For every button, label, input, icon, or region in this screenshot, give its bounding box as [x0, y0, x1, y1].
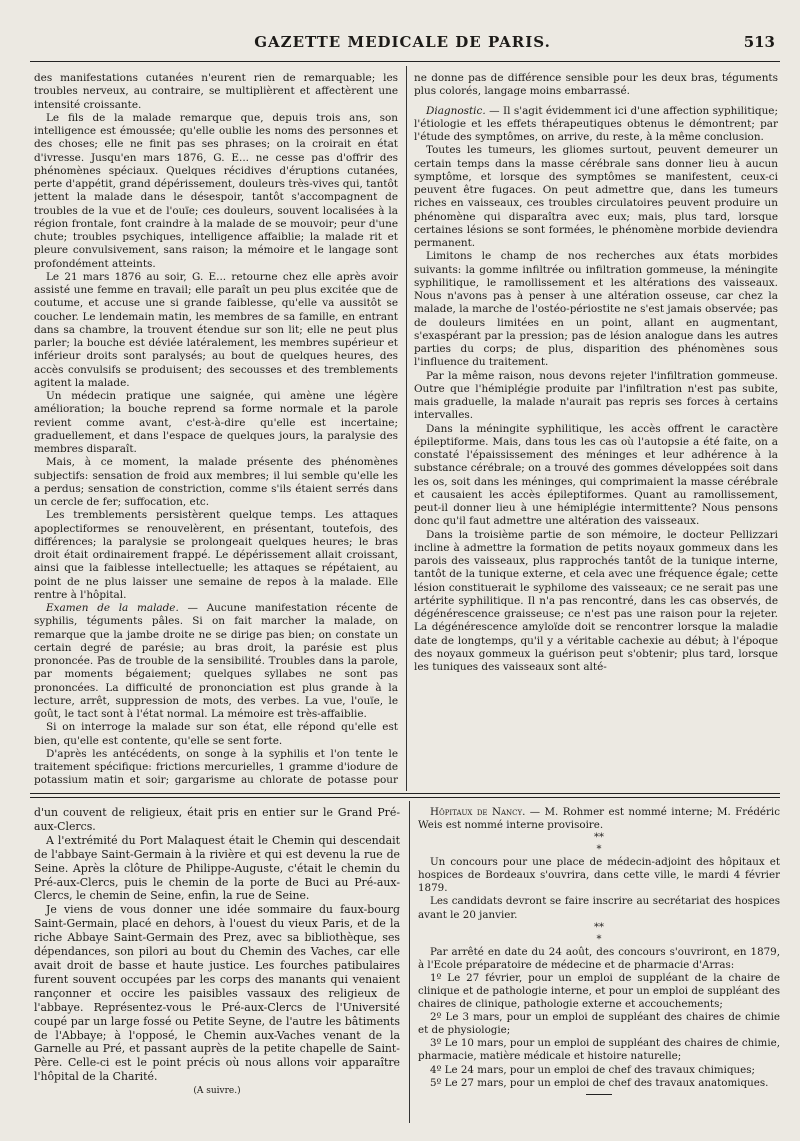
- paragraph: [34, 602, 398, 721]
- paragraph: [414, 105, 778, 145]
- column-divider: [409, 801, 410, 1123]
- feuilleton-column: [34, 806, 400, 1131]
- asterism-separator: ** *: [594, 832, 604, 856]
- paragraph: Un médecin pratique une saignée, qui amène une légère amélioration; la bouche reprend sa forme normale et la parole revient comme avant, c'est-à-dire qu'elle est incertaine; graduellement, et dans l'espace de quelques jours, la paralysie des membres disparaît.: [34, 390, 398, 455]
- paragraph: Je viens de vous donner une idée sommaire du faux-bourg Saint-Germain, placé en dehors, à l'ouest du vieux Paris, et de la riche Abbaye Saint-Germain des Prez, avec sa bibliothèque, ses dépendances, son pilori au bout du Chemin des Vaches, car elle avait droit de basse et haute justice. Les fourches patibulaires furent souvent occupées par les corps des manants qui venaient rançonner et occire les paisibles vassaux des religieux de l'abbaye. Représentez-vous le Pré-aux-Clercs de l'Université coupé par un large fossé ou Petite Seyne, de l'autre les bâtiments de l'Abbaye; à l'opposé, le Chemin aux-Vaches venant de la Garnelle au Pré, et passant auprès de la petite chapelle de Saint-Père. Celle-ci est le point précis où nous allons voir apparaître l'hôpital de la Charité.: [34, 903, 400, 1084]
- paragraph: D'après les antécédents, on songe à la syphilis et l'on tente le traitement spécifique: frictions mercurielles, 1 gramme d'iodure de potassium matin et soir; gargarisme au chlorate de potasse pour: [34, 747, 398, 787]
- page-number: 513: [743, 33, 775, 51]
- paragraph: Si on interroge la malade sur son état, elle répond qu'elle est bien, qu'elle est contente, qu'elle se sent forte.: [34, 721, 398, 747]
- asterism-separator: ** *: [594, 921, 604, 945]
- section-rule: [30, 797, 780, 798]
- page-header: [30, 33, 775, 55]
- paragraph: des manifestations cutanées n'eurent rien de remarquable; les troubles nerveux, au contraire, se multiplièrent et affectèrent une intensité croissante.: [34, 72, 398, 111]
- paragraph: Toutes les tumeurs, les gliomes surtout, peuvent demeurer un certain temps dans la masse cérébrale sans donner lieu à aucun symptôme, et lorsque des symptômes se manifestent, ceux-ci peuvent être fugaces. On peut admettre que, dans les tumeurs riches en vaisseaux, ces troubles circulatoires peuvent produire un phénomène qui disparaîtra avec eux; mais, plus tard, lorsque certaines lésions se sont formées, le phénomène morbide deviendra permanent.: [414, 144, 778, 249]
- list-item: 1º Le 27 février, pour un emploi de suppléant de la chaire de clinique et de pathologie interne, et pour un emploi de suppléant des chaires de clinique, pathologie externe et accouchements;: [418, 971, 780, 1011]
- header-rule: [30, 61, 780, 62]
- column-divider: [406, 66, 407, 791]
- end-rule: [586, 1094, 612, 1095]
- paragraph: Dans la troisième partie de son mémoire, le docteur Pellizzari incline à admettre la formation de petits noyaux gommeux dans les parois des vaisseaux, plus rapprochés tantôt de la tunique interne, tantôt de la tunique externe, et cela avec une fréquence égale; cette lésion constituerait le syphilome des vaisseaux; ce ne serait pas une artérite syphilitique. Il n'a pas rencontré, dans les cas observés, de dégénérescence graisseuse; ce n'est pas une raison pour la rejeter. La dégénérescence amyloïde doit se rencontrer lorsque la maladie date de longtemps, qu'il y a véritable cachexie au début; à l'époque des noyaux gommeux la guérison peut s'obtenir; plus tard, lorsque les tuniques des vaisseaux sont alté-: [414, 528, 778, 673]
- journal-title: GAZETTE MEDICALE DE PARIS.: [254, 33, 551, 51]
- news-heading: Hôpitaux de Nancy.: [430, 806, 526, 818]
- news-item: Par arrêté en date du 24 août, des concours s'ouvriront, en 1879, à l'Ecole préparatoire de médecine et de pharmacie d'Arras:: [418, 945, 780, 971]
- section-heading-diagnostic: Diagnostic.: [426, 104, 486, 117]
- paragraph: Par la même raison, nous devons rejeter l'infiltration gommeuse. Outre que l'hémiplégie produite par l'infiltration n'est pas subite, mais graduelle, la malade n'aurait pas repris ses forces à certains intervalles.: [414, 369, 778, 422]
- list-item: 3º Le 10 mars, pour un emploi de suppléant des chaires de chimie, pharmacie, matière médicale et histoire naturelle;: [418, 1037, 780, 1063]
- section-heading-examen: Examen de la malade.: [46, 602, 179, 614]
- list-item: 4º Le 24 mars, pour un emploi de chef des travaux chimiques;: [430, 1063, 756, 1076]
- paragraph: Mais, à ce moment, la malade présente des phénomènes subjectifs: sensation de froid aux membres; il lui semble qu'elle les a perdus; sensation de constriction, comme s'ils étaient serrés dans un cercle de fer; suffocation, etc.: [34, 456, 398, 508]
- news-item: [418, 806, 780, 832]
- list-item: 5º Le 27 mars, pour un emploi de chef des travaux anatomiques.: [430, 1076, 769, 1089]
- news-item: Un concours pour une place de médecin-adjoint des hôpitaux et hospices de Bordeaux s'ouvrira, dans cette ville, le mardi 4 février 1879.: [418, 856, 780, 895]
- list-item: 2º Le 3 mars, pour un emploi de suppléant des chaires de chimie et de physiologie;: [418, 1011, 780, 1037]
- paragraph: Dans la méningite syphilitique, les accès offrent le caractère épileptiforme. Mais, dans tous les cas où l'autopsie a été faite, on a constaté l'épaississement des méninges et leur adhérence à la substance cérébrale; on a trouvé des gommes développées soit dans les os, soit dans les méninges, qui comprimaient la masse cérébrale et causaient les accès épileptiformes. Quant au ramollissement, peut-il donner lieu à une hémiplégie intermittente? Nous pensons donc qu'il faut admettre une altération des vaisseaux.: [414, 422, 778, 528]
- paragraph: Limitons le champ de nos recherches aux états morbides suivants: la gomme infiltrée ou infiltration gommeuse, la méningite syphilitique, le ramollissement et les altérations des vaisseaux. Nous n'avons pas à penser à une altération osseuse, car chez la malade, la marche de l'ostéo-périostite ne s'est jamais observée; pas de douleurs limitées en un point, allant en augmentant, s'exaspérant par la pression; pas de lésion analogue dans les autres parties du corps; de plus, disparition des phénomènes sous l'influence du traitement.: [414, 250, 778, 369]
- paragraph: Le 21 mars 1876 au soir, G. E... retourne chez elle après avoir assisté une femme en travail; elle paraît un peu plus excitée que de coutume, et accuse une si grande faiblesse, qu'elle va aussitôt se coucher. Le lendemain matin, les membres de sa famille, en entrant dans sa chambre, la trouvent étendue sur son lit; elle ne peut plus parler; la bouche est déviée latéralement, les membres supérieur et inférieur droits sont paralysés; au bout de quelques heures, des accès convulsifs se produisent; des secousses et des tremblements agitent la malade.: [34, 270, 398, 389]
- paragraph-text: — Aucune manifestation récente de syphilis, téguments pâles. Si on fait marcher la malade, on remarque que la jambe droite ne se dirige pas bien; on constate un certain degré de parésie; au bras droit, la parésie est plus prononcée. Pas de trouble de la sensibilité. Troubles dans la parole, par moments bégaiement; quelques syllabes ne sont pas prononcées. La difficulté de prononciation est plus grande à la lecture, arrêt, suppression de mots, des verbes. La vue, l'ouïe, le goût, le tact sont à l'état normal. La mémoire est très-affaiblie.: [34, 602, 398, 720]
- paragraph: d'un couvent de religieux, était pris en entier sur le Grand Pré-aux-Clercs.: [34, 806, 400, 833]
- paragraph: A l'extrémité du Port Malaquest était le Chemin qui descendait de l'abbaye Saint-Germain à la rivière et qui est devenu la rue de Seine. Après la clôture de Philippe-Auguste, c'était le chemin du Pré-aux-Clercs, puis le chemin de la porte de Buci au Pré-aux-Clercs, le chemin de Seine, enfin, la rue de Seine.: [34, 833, 400, 903]
- article-column-right: [414, 72, 778, 787]
- paragraph-text: — Il s'agit évidemment ici d'une affection syphilitique; l'étiologie et les effets thérapeutiques obtenus le démontrent; par l'étude des symptômes, on arrive, du reste, à la même conclusion.: [414, 104, 778, 143]
- paragraph: ne donne pas de différence sensible pour les deux bras, téguments plus colorés, langage moins embarrassé.: [414, 72, 778, 98]
- article-column-left: [34, 72, 398, 787]
- paragraph: Le fils de la malade remarque que, depuis trois ans, son intelligence est émoussée; qu'elle oublie les noms des personnes et des choses; elle ne finit pas ses phrases; on la croirait en état d'ivresse. Jusqu'en mars 1876, G. E... ne cesse pas d'offrir des phénomènes spéciaux. Quelques récidives d'éruptions cutanées, perte d'appétit, grand dépérissement, douleurs très-vives qui, tantôt jettent la malade dans le désespoir, tantôt s'accompagnent de troubles de la vue et de l'ouïe; ces douleurs, souvent localisées à la région frontale, font craindre à la malade de se mouvoir; peur d'une chute; troubles psychiques, intelligence affaiblie; la malade rit et pleure convulsivement, sans raison; la mémoire et le langage sont profondément atteints.: [34, 111, 398, 270]
- news-column: [418, 806, 780, 1131]
- paragraph: Les tremblements persistèrent quelque temps. Les attaques apoplectiformes se renouvelèrent, en présentant, toutefois, des différences; la paralysie se prolongeait quelques heures; le bras droit était ordinairement frappé. Le dépérissement allait croissant, ainsi que la faiblesse intellectuelle; les attaques se répétaient, au point de ne plus laisser une semaine de repos à la malade. Elle rentre à l'hôpital.: [34, 509, 398, 601]
- paragraph-text: — M. Rohmer est nommé interne; M. Frédéric Weis est nommé interne provisoire.: [418, 806, 780, 832]
- section-rule: [30, 793, 780, 794]
- news-item: Les candidats devront se faire inscrire au secrétariat des hospices avant le 20 janvier.: [418, 895, 780, 921]
- to-be-continued: (A suivre.): [193, 1086, 241, 1097]
